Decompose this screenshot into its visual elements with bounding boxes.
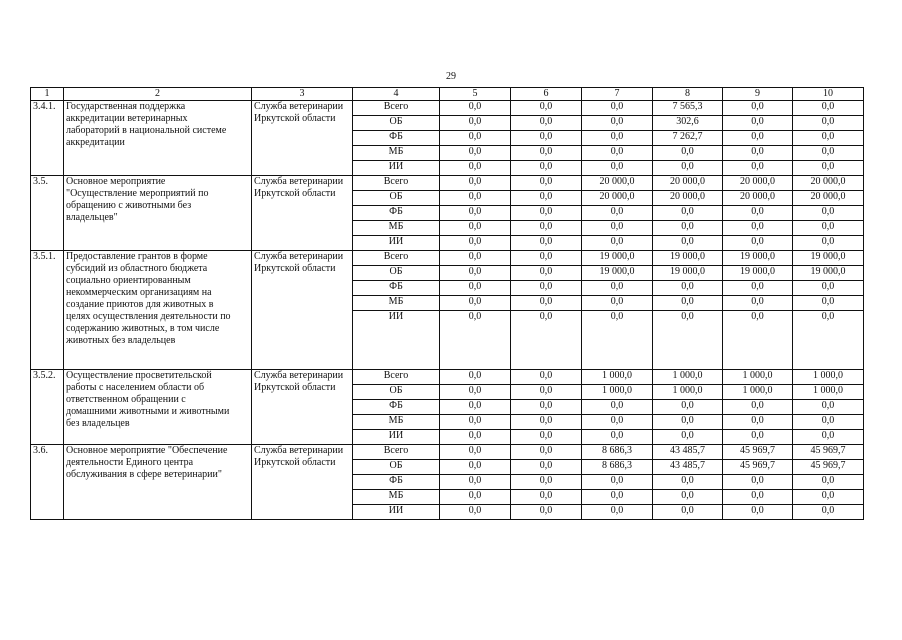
column-number: 1	[31, 88, 64, 101]
amount-cell: 0,0	[723, 311, 793, 370]
amount-cell: 0,0	[723, 206, 793, 221]
funding-source: ОБ	[353, 191, 440, 206]
amount-cell: 0,0	[653, 161, 723, 176]
funding-source: МБ	[353, 490, 440, 505]
column-number-row	[31, 88, 864, 101]
amount-cell: 0,0	[582, 116, 653, 131]
description-line: обслуживания в сфере ветеринарии"	[66, 469, 222, 480]
amount-cell: 0,0	[793, 475, 864, 490]
table-row	[31, 251, 864, 266]
amount-cell: 0,0	[582, 161, 653, 176]
amount-cell: 19 000,0	[582, 266, 653, 281]
funding-source: ИИ	[353, 236, 440, 251]
amount-cell: 45 969,7	[723, 460, 793, 475]
column-number: 6	[511, 88, 582, 101]
amount-cell: 0,0	[511, 251, 582, 266]
amount-cell: 19 000,0	[793, 251, 864, 266]
amount-cell: 0,0	[723, 116, 793, 131]
amount-cell: 43 485,7	[653, 460, 723, 475]
table-body	[31, 101, 864, 520]
amount-cell: 0,0	[793, 206, 864, 221]
table-row	[31, 445, 864, 460]
executor-line: Служба ветеринарии	[254, 370, 344, 381]
amount-cell: 0,0	[793, 146, 864, 161]
section-executor	[252, 176, 353, 251]
column-number: 5	[440, 88, 511, 101]
amount-cell: 0,0	[440, 385, 511, 400]
description-line: целях осуществления деятельности по	[66, 311, 231, 322]
description-line: животных без владельцев	[66, 335, 176, 346]
amount-cell: 19 000,0	[653, 266, 723, 281]
amount-cell: 0,0	[440, 146, 511, 161]
description-line: Основное мероприятие "Обеспечение	[66, 445, 228, 456]
amount-cell: 20 000,0	[723, 176, 793, 191]
executor-line: Иркутской области	[254, 113, 336, 124]
amount-cell: 0,0	[440, 490, 511, 505]
amount-cell: 0,0	[582, 475, 653, 490]
amount-cell: 0,0	[793, 296, 864, 311]
section-code: 3.5.	[31, 176, 64, 251]
description-line: Осуществление просветительской	[66, 370, 212, 381]
amount-cell: 1 000,0	[793, 385, 864, 400]
amount-cell: 1 000,0	[793, 370, 864, 385]
amount-cell: 0,0	[511, 146, 582, 161]
page-number: 29	[446, 71, 456, 82]
table-row	[31, 176, 864, 191]
amount-cell: 0,0	[723, 161, 793, 176]
amount-cell: 0,0	[723, 430, 793, 445]
funding-source: Всего	[353, 176, 440, 191]
description-line: аккредитации ветеринарных	[66, 113, 188, 124]
amount-cell: 0,0	[793, 281, 864, 296]
funding-source: ИИ	[353, 505, 440, 520]
amount-cell: 0,0	[440, 460, 511, 475]
amount-cell: 0,0	[582, 505, 653, 520]
amount-cell: 0,0	[582, 146, 653, 161]
description-line: владельцев"	[66, 212, 118, 223]
amount-cell: 0,0	[653, 400, 723, 415]
amount-cell: 0,0	[440, 191, 511, 206]
amount-cell: 0,0	[440, 176, 511, 191]
description-line: Основное мероприятие	[66, 176, 166, 187]
amount-cell: 0,0	[440, 101, 511, 116]
amount-cell: 45 969,7	[793, 460, 864, 475]
amount-cell: 0,0	[582, 206, 653, 221]
amount-cell: 0,0	[440, 221, 511, 236]
amount-cell: 0,0	[511, 131, 582, 146]
section-code: 3.6.	[31, 445, 64, 520]
amount-cell: 0,0	[440, 296, 511, 311]
executor-line: Иркутской области	[254, 263, 336, 274]
description-line: содержанию животных, в том числе	[66, 323, 220, 334]
amount-cell: 8 686,3	[582, 445, 653, 460]
amount-cell: 0,0	[440, 206, 511, 221]
amount-cell: 0,0	[723, 281, 793, 296]
amount-cell: 0,0	[653, 311, 723, 370]
funding-source: ИИ	[353, 161, 440, 176]
amount-cell: 0,0	[511, 400, 582, 415]
description-line: Государственная поддержка	[66, 101, 186, 112]
amount-cell: 0,0	[511, 206, 582, 221]
column-number: 10	[793, 88, 864, 101]
funding-source: ОБ	[353, 460, 440, 475]
amount-cell: 0,0	[582, 221, 653, 236]
section-executor	[252, 370, 353, 445]
amount-cell: 0,0	[723, 146, 793, 161]
section-executor	[252, 101, 353, 176]
column-number: 3	[252, 88, 353, 101]
section-executor	[252, 251, 353, 370]
funding-source: ФБ	[353, 475, 440, 490]
description-line: обращению с животными без	[66, 200, 192, 211]
amount-cell: 0,0	[723, 296, 793, 311]
funding-source: ОБ	[353, 266, 440, 281]
amount-cell: 0,0	[511, 415, 582, 430]
funding-source: МБ	[353, 221, 440, 236]
amount-cell: 1 000,0	[582, 385, 653, 400]
amount-cell: 0,0	[511, 101, 582, 116]
amount-cell: 20 000,0	[653, 191, 723, 206]
amount-cell: 0,0	[440, 430, 511, 445]
amount-cell: 19 000,0	[653, 251, 723, 266]
section-code: 3.4.1.	[31, 101, 64, 176]
amount-cell: 0,0	[723, 101, 793, 116]
amount-cell: 0,0	[440, 400, 511, 415]
amount-cell: 0,0	[582, 296, 653, 311]
amount-cell: 0,0	[440, 236, 511, 251]
amount-cell: 19 000,0	[582, 251, 653, 266]
amount-cell: 0,0	[511, 311, 582, 370]
amount-cell: 0,0	[440, 281, 511, 296]
section-description	[64, 251, 252, 370]
amount-cell: 0,0	[793, 490, 864, 505]
executor-line: Иркутской области	[254, 188, 336, 199]
description-line: лабораторий в национальной системе	[66, 125, 227, 136]
table-row	[31, 370, 864, 385]
amount-cell: 0,0	[582, 415, 653, 430]
amount-cell: 0,0	[440, 311, 511, 370]
amount-cell: 0,0	[511, 236, 582, 251]
amount-cell: 0,0	[511, 445, 582, 460]
amount-cell: 0,0	[793, 430, 864, 445]
section-description	[64, 176, 252, 251]
amount-cell: 0,0	[440, 266, 511, 281]
section-description	[64, 101, 252, 176]
amount-cell: 0,0	[793, 311, 864, 370]
amount-cell: 0,0	[511, 191, 582, 206]
column-number: 9	[723, 88, 793, 101]
funding-source: ФБ	[353, 281, 440, 296]
amount-cell: 1 000,0	[723, 370, 793, 385]
amount-cell: 0,0	[582, 430, 653, 445]
funding-source: Всего	[353, 251, 440, 266]
description-line: "Осуществление мероприятий по	[66, 188, 209, 199]
executor-line: Служба ветеринарии	[254, 176, 344, 187]
funding-source: МБ	[353, 146, 440, 161]
amount-cell: 0,0	[511, 161, 582, 176]
amount-cell: 0,0	[723, 490, 793, 505]
funding-source: ОБ	[353, 116, 440, 131]
description-line: деятельности Единого центра	[66, 457, 194, 468]
amount-cell: 0,0	[723, 505, 793, 520]
description-line: создание приютов для животных в	[66, 299, 214, 310]
amount-cell: 20 000,0	[723, 191, 793, 206]
amount-cell: 1 000,0	[723, 385, 793, 400]
amount-cell: 0,0	[511, 266, 582, 281]
amount-cell: 0,0	[723, 475, 793, 490]
amount-cell: 19 000,0	[723, 266, 793, 281]
amount-cell: 0,0	[511, 460, 582, 475]
funding-source: ИИ	[353, 311, 440, 370]
amount-cell: 0,0	[511, 370, 582, 385]
amount-cell: 0,0	[793, 131, 864, 146]
description-line: социально ориентированным	[66, 275, 191, 286]
funding-source: Всего	[353, 445, 440, 460]
amount-cell: 0,0	[793, 400, 864, 415]
funding-source: ОБ	[353, 385, 440, 400]
section-description	[64, 370, 252, 445]
description-line: Предоставление грантов в форме	[66, 251, 208, 262]
funding-source: Всего	[353, 370, 440, 385]
section-description	[64, 445, 252, 520]
amount-cell: 8 686,3	[582, 460, 653, 475]
amount-cell: 0,0	[653, 430, 723, 445]
description-line: субсидий из областного бюджета	[66, 263, 208, 274]
amount-cell: 0,0	[440, 161, 511, 176]
amount-cell: 0,0	[653, 146, 723, 161]
amount-cell: 7 262,7	[653, 131, 723, 146]
amount-cell: 0,0	[653, 296, 723, 311]
section-code: 3.5.1.	[31, 251, 64, 370]
amount-cell: 0,0	[793, 161, 864, 176]
amount-cell: 0,0	[511, 430, 582, 445]
amount-cell: 43 485,7	[653, 445, 723, 460]
amount-cell: 0,0	[793, 415, 864, 430]
section-executor	[252, 445, 353, 520]
budget-table	[30, 87, 864, 520]
amount-cell: 0,0	[582, 490, 653, 505]
amount-cell: 20 000,0	[653, 176, 723, 191]
description-line: аккредитации	[66, 137, 125, 148]
amount-cell: 0,0	[653, 415, 723, 430]
amount-cell: 0,0	[723, 415, 793, 430]
funding-source: МБ	[353, 296, 440, 311]
amount-cell: 0,0	[653, 281, 723, 296]
executor-line: Иркутской области	[254, 457, 336, 468]
amount-cell: 0,0	[511, 505, 582, 520]
amount-cell: 0,0	[723, 131, 793, 146]
amount-cell: 20 000,0	[582, 191, 653, 206]
amount-cell: 0,0	[793, 221, 864, 236]
amount-cell: 0,0	[793, 236, 864, 251]
funding-source: ИИ	[353, 430, 440, 445]
amount-cell: 1 000,0	[653, 370, 723, 385]
amount-cell: 0,0	[440, 415, 511, 430]
amount-cell: 0,0	[511, 475, 582, 490]
amount-cell: 0,0	[511, 490, 582, 505]
executor-line: Иркутской области	[254, 382, 336, 393]
funding-source: ФБ	[353, 400, 440, 415]
amount-cell: 1 000,0	[582, 370, 653, 385]
amount-cell: 0,0	[653, 475, 723, 490]
column-number: 2	[64, 88, 252, 101]
amount-cell: 0,0	[723, 221, 793, 236]
executor-line: Служба ветеринарии	[254, 101, 344, 112]
amount-cell: 0,0	[723, 400, 793, 415]
amount-cell: 0,0	[440, 131, 511, 146]
amount-cell: 0,0	[440, 445, 511, 460]
description-line: работы с населением области об	[66, 382, 205, 393]
amount-cell: 0,0	[653, 505, 723, 520]
amount-cell: 0,0	[440, 475, 511, 490]
amount-cell: 20 000,0	[793, 176, 864, 191]
amount-cell: 0,0	[511, 116, 582, 131]
description-line: без владельцев	[66, 418, 130, 429]
amount-cell: 0,0	[511, 385, 582, 400]
description-line: некоммерческим организациям на	[66, 287, 212, 298]
amount-cell: 1 000,0	[653, 385, 723, 400]
column-number: 8	[653, 88, 723, 101]
section-code: 3.5.2.	[31, 370, 64, 445]
amount-cell: 0,0	[582, 311, 653, 370]
amount-cell: 0,0	[511, 296, 582, 311]
amount-cell: 0,0	[582, 131, 653, 146]
funding-source: Всего	[353, 101, 440, 116]
amount-cell: 45 969,7	[793, 445, 864, 460]
amount-cell: 0,0	[723, 236, 793, 251]
description-line: ответственном обращении с	[66, 394, 186, 405]
amount-cell: 0,0	[793, 101, 864, 116]
column-number: 7	[582, 88, 653, 101]
amount-cell: 302,6	[653, 116, 723, 131]
amount-cell: 0,0	[440, 116, 511, 131]
amount-cell: 0,0	[511, 281, 582, 296]
funding-source: ФБ	[353, 206, 440, 221]
amount-cell: 0,0	[582, 400, 653, 415]
amount-cell: 0,0	[582, 236, 653, 251]
amount-cell: 0,0	[511, 221, 582, 236]
amount-cell: 0,0	[440, 505, 511, 520]
table-row	[31, 101, 864, 116]
description-line: домашними животными и животными	[66, 406, 230, 417]
amount-cell: 20 000,0	[793, 191, 864, 206]
amount-cell: 0,0	[653, 206, 723, 221]
amount-cell: 0,0	[582, 101, 653, 116]
amount-cell: 45 969,7	[723, 445, 793, 460]
executor-line: Служба ветеринарии	[254, 251, 344, 262]
amount-cell: 0,0	[440, 370, 511, 385]
amount-cell: 0,0	[440, 251, 511, 266]
column-number: 4	[353, 88, 440, 101]
amount-cell: 0,0	[793, 116, 864, 131]
amount-cell: 20 000,0	[582, 176, 653, 191]
funding-source: ФБ	[353, 131, 440, 146]
amount-cell: 0,0	[511, 176, 582, 191]
amount-cell: 19 000,0	[723, 251, 793, 266]
amount-cell: 7 565,3	[653, 101, 723, 116]
amount-cell: 0,0	[653, 236, 723, 251]
executor-line: Служба ветеринарии	[254, 445, 344, 456]
amount-cell: 0,0	[582, 281, 653, 296]
amount-cell: 19 000,0	[793, 266, 864, 281]
funding-source: МБ	[353, 415, 440, 430]
amount-cell: 0,0	[793, 505, 864, 520]
amount-cell: 0,0	[653, 490, 723, 505]
amount-cell: 0,0	[653, 221, 723, 236]
